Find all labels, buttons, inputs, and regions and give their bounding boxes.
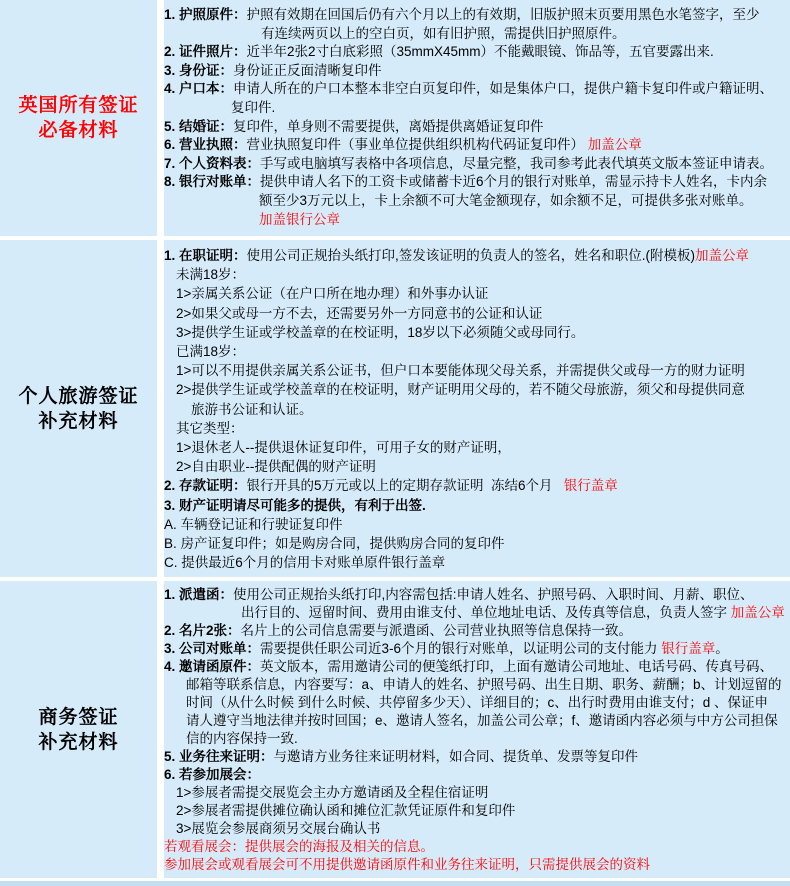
text-segment: 参加展会或观看展会可不用提供邀请函原件和业务往来证明，只需提供展会的资料 (164, 857, 650, 872)
text-segment: 加盖银行公章 (259, 211, 340, 227)
text-segment: 3. 身份证： (164, 62, 234, 78)
text-segment: 1. 派遣函： (164, 587, 234, 602)
text-segment: 3>提供学生证或学校盖章的在校证明，18岁以下必须随父或母同行。 (176, 324, 585, 340)
text-line (164, 400, 790, 419)
text-segment: 使用公司正规抬头纸打印,内容需包括:申请人姓名、护照号码、入职时间、月薪、职位、 (233, 587, 754, 602)
text-segment: 3>展览会参展商须另交展台确认书 (176, 821, 381, 836)
section-title (0, 0, 157, 236)
text-segment: 邮箱等联系信息，内容要写：a、申请人的姓名、护照号码、出生日期、职务、薪酬；b、计划逗留的 (186, 677, 782, 692)
text-line (164, 380, 790, 399)
column-separator (157, 581, 164, 878)
text-segment: 加盖公章 (695, 248, 750, 263)
text-line (164, 820, 790, 838)
text-segment: 与邀请方业务往来证明材料，如合同、提货单、发票等复印件 (273, 749, 639, 764)
text-segment: 额至少3万元以上，卡上余额不可大笔金额现存，如余额不足，可提供多张对账单。 (259, 192, 753, 208)
section-personal-tourist-supplement (0, 240, 790, 577)
text-line (164, 622, 790, 640)
text-segment: 6. 营业执照： (164, 137, 247, 153)
text-segment: 4. 户口本： (164, 81, 234, 97)
text-segment: 若观看展会：提供展会的海报及相关的信息。 (164, 839, 434, 854)
bottom-strip (0, 881, 790, 886)
text-line (164, 25, 790, 44)
text-line (164, 62, 790, 81)
text-segment: 时间（从什么时候 到什么时候、共停留多少天）、详细目的；c、出行时费用由谁支付；d 、保证申 (186, 695, 769, 710)
text-line (164, 6, 790, 25)
text-line (164, 265, 790, 284)
section-content (164, 0, 790, 236)
text-line (164, 586, 790, 604)
text-segment: 信的内容保持一致. (186, 731, 298, 746)
text-segment: 已满18岁： (176, 344, 246, 360)
text-line (164, 694, 790, 712)
text-segment: 3. 财产证明请尽可能多的提供，有利于出签. (164, 497, 426, 513)
text-line (164, 766, 790, 784)
text-line (164, 496, 790, 515)
text-line (164, 730, 790, 748)
text-segment: 1>参展者需提交展览会主办方邀请函及全程住宿证明 (176, 785, 489, 800)
text-line (164, 640, 790, 658)
text-segment: 1. 护照原件： (164, 7, 247, 22)
text-line (164, 784, 790, 802)
text-segment: 需要提供任职公司近3-6个月的银行对账单，以证明公司的支付能力 (260, 641, 662, 656)
text-line (164, 80, 790, 99)
text-segment: 2>提供学生证或学校盖章的在校证明，财产证明用父母的，若不随父母旅游，须父和母提供同意 (176, 382, 745, 398)
text-segment: 复印件，单身则不需要提供，离婚提供离婚证复印件 (233, 118, 544, 134)
column-separator (157, 0, 164, 236)
section-title-line: 英国所有签证 (18, 95, 139, 116)
text-segment: 。 (715, 641, 729, 656)
text-segment: 其它类型： (176, 420, 244, 436)
text-line (164, 342, 790, 361)
section-title-line: 补充材料 (38, 731, 119, 753)
text-segment: 2>如果父或母一方不去，还需要另外一方同意书的公证和认证 (176, 305, 543, 321)
text-segment: B. 房产证复印件；如是购房合同，提供购房合同的复印件 (164, 536, 505, 552)
text-line (164, 553, 790, 572)
text-segment: 1>退休老人--提供退休证复印件，可用子女的财产证明， (176, 440, 511, 456)
text-line (164, 457, 790, 476)
section-uk-all-visa-required (0, 0, 790, 236)
text-segment: 复印件. (231, 99, 276, 115)
text-segment: 申请人所在的户口本整本非空白页复印件，如是集体户口，提供户籍卡复印件或户籍证明、 (233, 81, 774, 97)
text-line (164, 748, 790, 766)
section-title (0, 581, 157, 878)
section-title (0, 240, 157, 577)
text-line (164, 323, 790, 342)
text-segment: 营业执照复印件（事业单位提供组织机构代码证复印件） (246, 137, 588, 153)
text-segment: A. 车辆登记证和行驶证复印件 (164, 516, 343, 532)
text-line (164, 361, 790, 380)
text-segment: 近半年2张2寸白底彩照（35mmX45mm）不能戴眼镜、饰品等，五官要露出来. (246, 44, 714, 60)
text-segment: 未满18岁： (176, 267, 246, 283)
text-segment: 请人遵守当地法律并按时回国；e、邀请人签名，加盖公司公章；f、邀请函内容必须与中方公司担保 (186, 713, 778, 728)
text-line (164, 284, 790, 303)
text-line (164, 534, 790, 553)
text-line (164, 856, 790, 874)
text-line (164, 173, 790, 192)
section-title-line: 个人旅游签证 (18, 385, 139, 407)
text-segment: 8. 银行对账单： (164, 174, 261, 190)
column-separator (157, 240, 164, 577)
text-segment: 4. 邀请函原件： (164, 659, 261, 674)
text-segment: 加盖公章 (587, 137, 642, 153)
text-segment: 3. 公司对账单： (164, 641, 261, 656)
text-segment: 手写或电脑填写表格中各项信息，尽量完整，我司参考此表代填英文版本签证申请表。 (260, 155, 774, 171)
text-segment: 旅游书公证和认证。 (191, 401, 313, 417)
text-line (164, 304, 790, 323)
text-line (164, 246, 790, 265)
text-line (164, 155, 790, 174)
text-segment: 银行盖章 (563, 478, 618, 494)
text-line (164, 658, 790, 676)
text-segment: 1. 在职证明： (164, 248, 247, 263)
text-line (164, 99, 790, 118)
section-content (164, 240, 790, 577)
text-segment: 2>参展者需提供摊位确认函和摊位汇款凭证原件和复印件 (176, 803, 516, 818)
text-segment: 6. 若参加展会： (164, 767, 261, 782)
text-segment: 1>亲属关系公证（在户口所在地办理）和外事办认证 (176, 286, 489, 302)
text-line (164, 476, 790, 495)
text-segment: C. 提供最近6个月的信用卡对账单原件银行盖章 (164, 555, 446, 571)
text-line (164, 802, 790, 820)
section-title-line: 商务签证 (38, 706, 119, 728)
text-line (164, 211, 790, 230)
text-line (164, 118, 790, 137)
text-segment: 2. 证件照片： (164, 44, 247, 60)
text-line (164, 192, 790, 211)
text-segment: 提供申请人名下的工资卡或储蓄卡近6个月的银行对账单，需显示持卡人姓名，卡内余 (260, 174, 768, 190)
text-segment: 2. 存款证明： (164, 478, 247, 494)
text-line (164, 438, 790, 457)
text-segment: 名片上的公司信息需要与派遣函、公司营业执照等信息保持一致。 (240, 623, 633, 638)
text-segment: 加盖公章 (730, 605, 785, 620)
text-segment: 银行开具的5万元或以上的定期存款证明 冻结6个月 (246, 478, 564, 494)
text-line (164, 676, 790, 694)
text-line (164, 712, 790, 730)
text-line (164, 136, 790, 155)
text-segment: 英文版本，需用邀请公司的便笺纸打印，上面有邀请公司地址、电话号码、传真号码、 (260, 659, 774, 674)
text-segment: 5. 结婚证： (164, 118, 234, 134)
text-segment: 银行盖章 (661, 641, 716, 656)
section-title-line: 必备材料 (38, 120, 119, 141)
text-segment: 7. 个人资料表： (164, 155, 261, 171)
text-segment: 护照有效期在回国后仍有六个月以上的有效期，旧版护照末页要用黑色水笔签字，至少 (246, 7, 760, 22)
text-segment: 5. 业务往来证明： (164, 749, 274, 764)
text-line (164, 838, 790, 856)
text-segment: 身份证正反面清晰复印件 (233, 62, 382, 78)
section-business-visa-supplement (0, 581, 790, 878)
text-segment: 1>可以不用提供亲属关系公证书，但户口本要能体现父母关系，并需提供父或母一方的财力证明 (176, 363, 745, 379)
text-line (164, 515, 790, 534)
text-segment: 出行目的、逗留时间、费用由谁支付、单位地址电话、及传真等信息，负责人签字 (241, 605, 731, 620)
section-content (164, 581, 790, 878)
section-title-line: 补充材料 (38, 410, 119, 432)
text-line (164, 43, 790, 62)
text-line (164, 604, 790, 622)
text-segment: 有连续两页以上的空白页，如有旧护照，需提供旧护照原件。 (261, 25, 626, 41)
text-segment: 2>自由职业--提供配偶的财产证明 (176, 459, 376, 475)
text-segment: 2. 名片2张： (164, 623, 241, 638)
text-segment: 使用公司正规抬头纸打印,签发该证明的负责人的签名，姓名和职位.(附模板) (246, 248, 696, 263)
text-line (164, 419, 790, 438)
